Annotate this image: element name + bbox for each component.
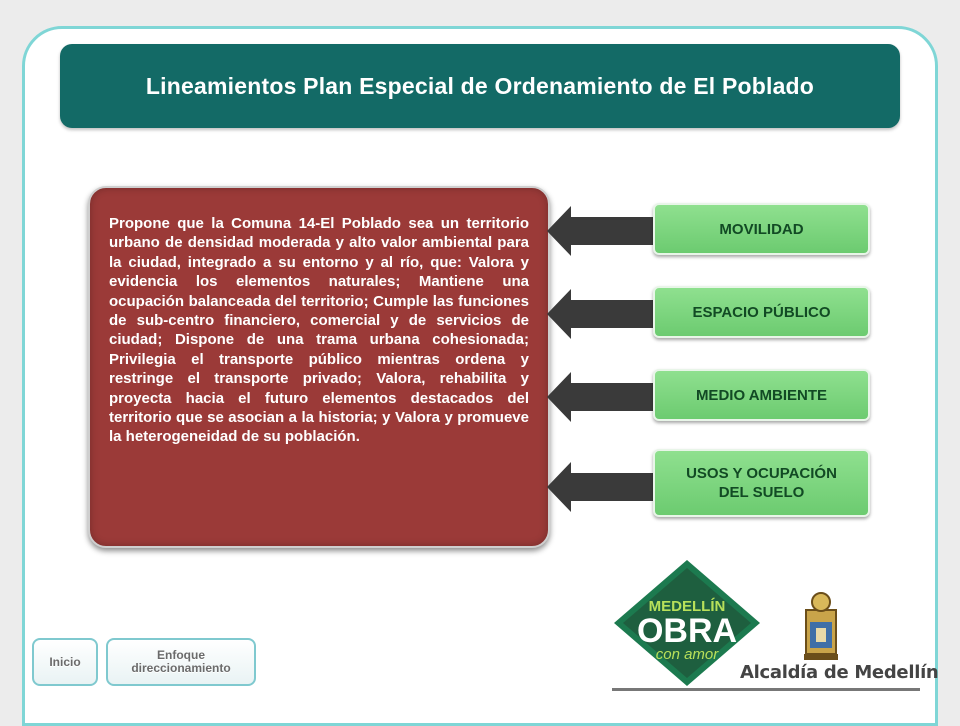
category-label: MOVILIDAD — [719, 220, 804, 238]
coat-of-arms-icon — [796, 588, 846, 663]
description-box — [88, 186, 550, 548]
category-espacio-publico-button[interactable] — [653, 286, 870, 338]
arrow-left-icon — [547, 372, 657, 422]
category-usos-suelo-button[interactable] — [653, 449, 870, 517]
logo-text-medellin: MEDELLÍN — [648, 598, 726, 615]
nav-inicio-button[interactable] — [32, 638, 98, 686]
description-text: Propone que la Comuna 14-El Poblado sea un territorio urbano de densidad moderada y alto valor ambiental para la ciudad, integrado a su entorno y al río, que: Valora y evidencia los elementos naturales; Mantiene una ocupación balanceada del territorio; Cumple las funciones de sub-centro financiero, comercial y de servicios de ciudad; Dispone de una trama urbana cohesionada; Privilegia el transporte público mientras ordena y restringe el transporte privado; Valora, rehabilita y proyecta hacia el futuro elementos destacados del territorio que se asocian a la historia; y Valora y promueve la heterogeneidad de su población. — [109, 215, 529, 446]
category-medio-ambiente-button[interactable] — [653, 369, 870, 421]
nav-enfoque-button[interactable] — [106, 638, 256, 686]
category-label: MEDIO AMBIENTE — [695, 386, 828, 404]
nav-enfoque-label: Enfoque direccionamiento — [131, 648, 231, 675]
logo-text-con-amor: con amor — [655, 646, 719, 663]
logo-text-obra: OBRA — [636, 612, 738, 650]
category-label: ESPACIO PÚBLICO — [692, 303, 831, 321]
alcaldia-logo-text: Alcaldía de Medellín — [740, 662, 939, 683]
page-title: Lineamientos Plan Especial de Ordenamiento de El Poblado — [145, 72, 815, 99]
category-label: USOS Y OCUPACIÓN DEL SUELO — [686, 465, 837, 501]
logo-divider — [612, 688, 920, 691]
arrow-left-icon — [547, 289, 657, 339]
category-movilidad-button[interactable] — [653, 203, 870, 255]
arrow-left-icon — [547, 462, 657, 512]
nav-inicio-label: Inicio — [49, 654, 81, 669]
title-bar — [60, 44, 900, 128]
arrow-left-icon — [547, 206, 657, 256]
